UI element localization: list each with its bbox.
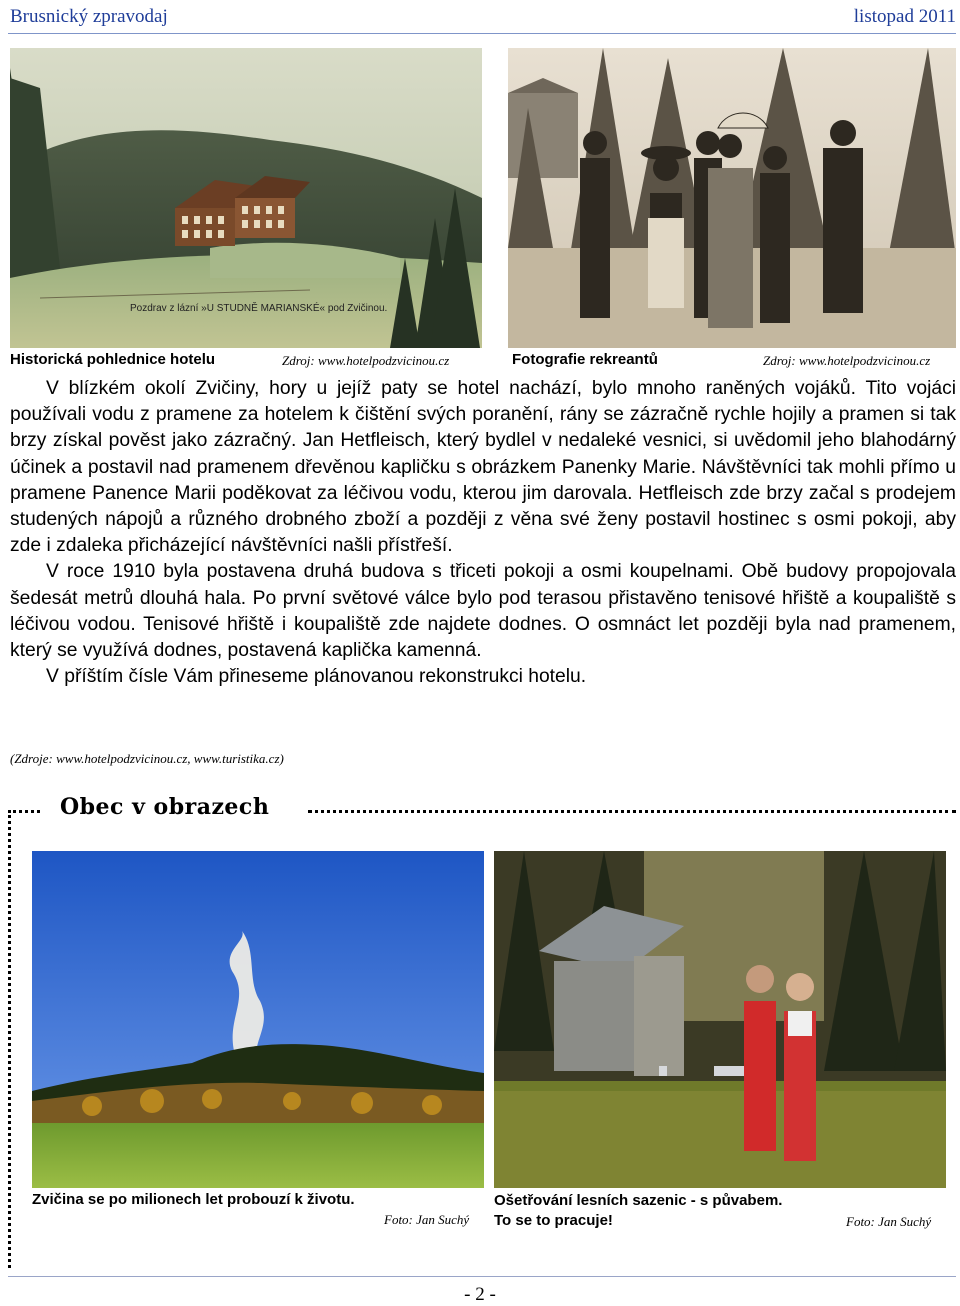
section-border xyxy=(8,810,40,813)
seedlings-caption-2: To se to pracuje! xyxy=(494,1212,613,1229)
header-divider xyxy=(8,33,956,34)
postcard-photo xyxy=(10,48,482,348)
article-sources: (Zdroje: www.hotelpodzvicinou.cz, www.turistika.cz) xyxy=(10,751,284,766)
zvicina-credit: Foto: Jan Suchý xyxy=(384,1212,470,1227)
section-border xyxy=(8,810,11,1268)
seedlings-caption: Ošetřování lesních sazenic - s půvabem. xyxy=(494,1192,783,1209)
article-paragraph: V roce 1910 byla postavena druhá budova s třiceti pokoji a osmi koupelnami. Obě budovy propojovala šedesát metrů dlouhá hala. Po první světové válce bylo pod terasou přistavěno tenisové hřiště a koupaliště s léčivou vodou. Tenisové hřiště i koupaliště zde najdete dodnes. O osmnáct let později byla nad pramenem, který se využívá dodnes, postavená kaplička kamenná. xyxy=(10,561,956,662)
article-paragraph: V blízkém okolí Zvičiny, hory u jejíž paty se hotel nachází, bylo mnoho raněných vojáků. Tito vojáci používali vodu z pramene za hotelem k čištění svých poranění, rány se zázračně rychle hojily a pramen si tak brzy získal pověst jako zázračný. Jan Hetfleisch, který bydlel v nedaleké vesnici, si uvědomil jeho blahodárný účinek a postavil nad pramenem dřevěnou kapličku s obrázkem Panenky Marie. Návštěvníci tak mohli přímo u pramene Panence Marii poděkovat za léčivou vodu, kterou jim darovala. Hetfleisch zde brzy začal s prodejem studených nápojů a různého drobného zboží a později z věna své ženy postavil hostinec s osmi pokoji, aby zde i zdaleka přicházející návštěvníci našli přístřeší. xyxy=(10,378,956,557)
article-body xyxy=(10,376,956,690)
postcard-source: Zdroj: www.hotelpodzvicinou.cz xyxy=(282,353,450,368)
section-border xyxy=(308,810,956,813)
footer-divider xyxy=(8,1276,956,1277)
article-paragraph: V příštím čísle Vám přineseme plánovanou rekonstrukci hotelu. xyxy=(46,666,587,688)
page-header xyxy=(10,6,956,32)
seedlings-credit: Foto: Jan Suchý xyxy=(846,1214,932,1229)
zvicina-caption: Zvičina se po milionech let probouzí k životu. xyxy=(32,1191,355,1208)
seedlings-photo xyxy=(494,851,946,1188)
zvicina-photo xyxy=(32,851,484,1188)
section-title: Obec v obrazech xyxy=(60,794,270,820)
publication-name: Brusnický zpravodaj xyxy=(10,6,168,27)
guests-caption: Fotografie rekreantů xyxy=(512,351,658,368)
postcard-inscription: Pozdrav z lázní »U STUDNĚ MARIANSKÉ« pod Zvičinou. xyxy=(130,303,388,314)
guests-photo xyxy=(508,48,956,348)
page-number: - 2 - xyxy=(464,1284,496,1305)
guests-source: Zdroj: www.hotelpodzvicinou.cz xyxy=(763,353,931,368)
postcard-caption: Historická pohlednice hotelu xyxy=(10,351,216,368)
issue-date: listopad 2011 xyxy=(853,6,956,27)
